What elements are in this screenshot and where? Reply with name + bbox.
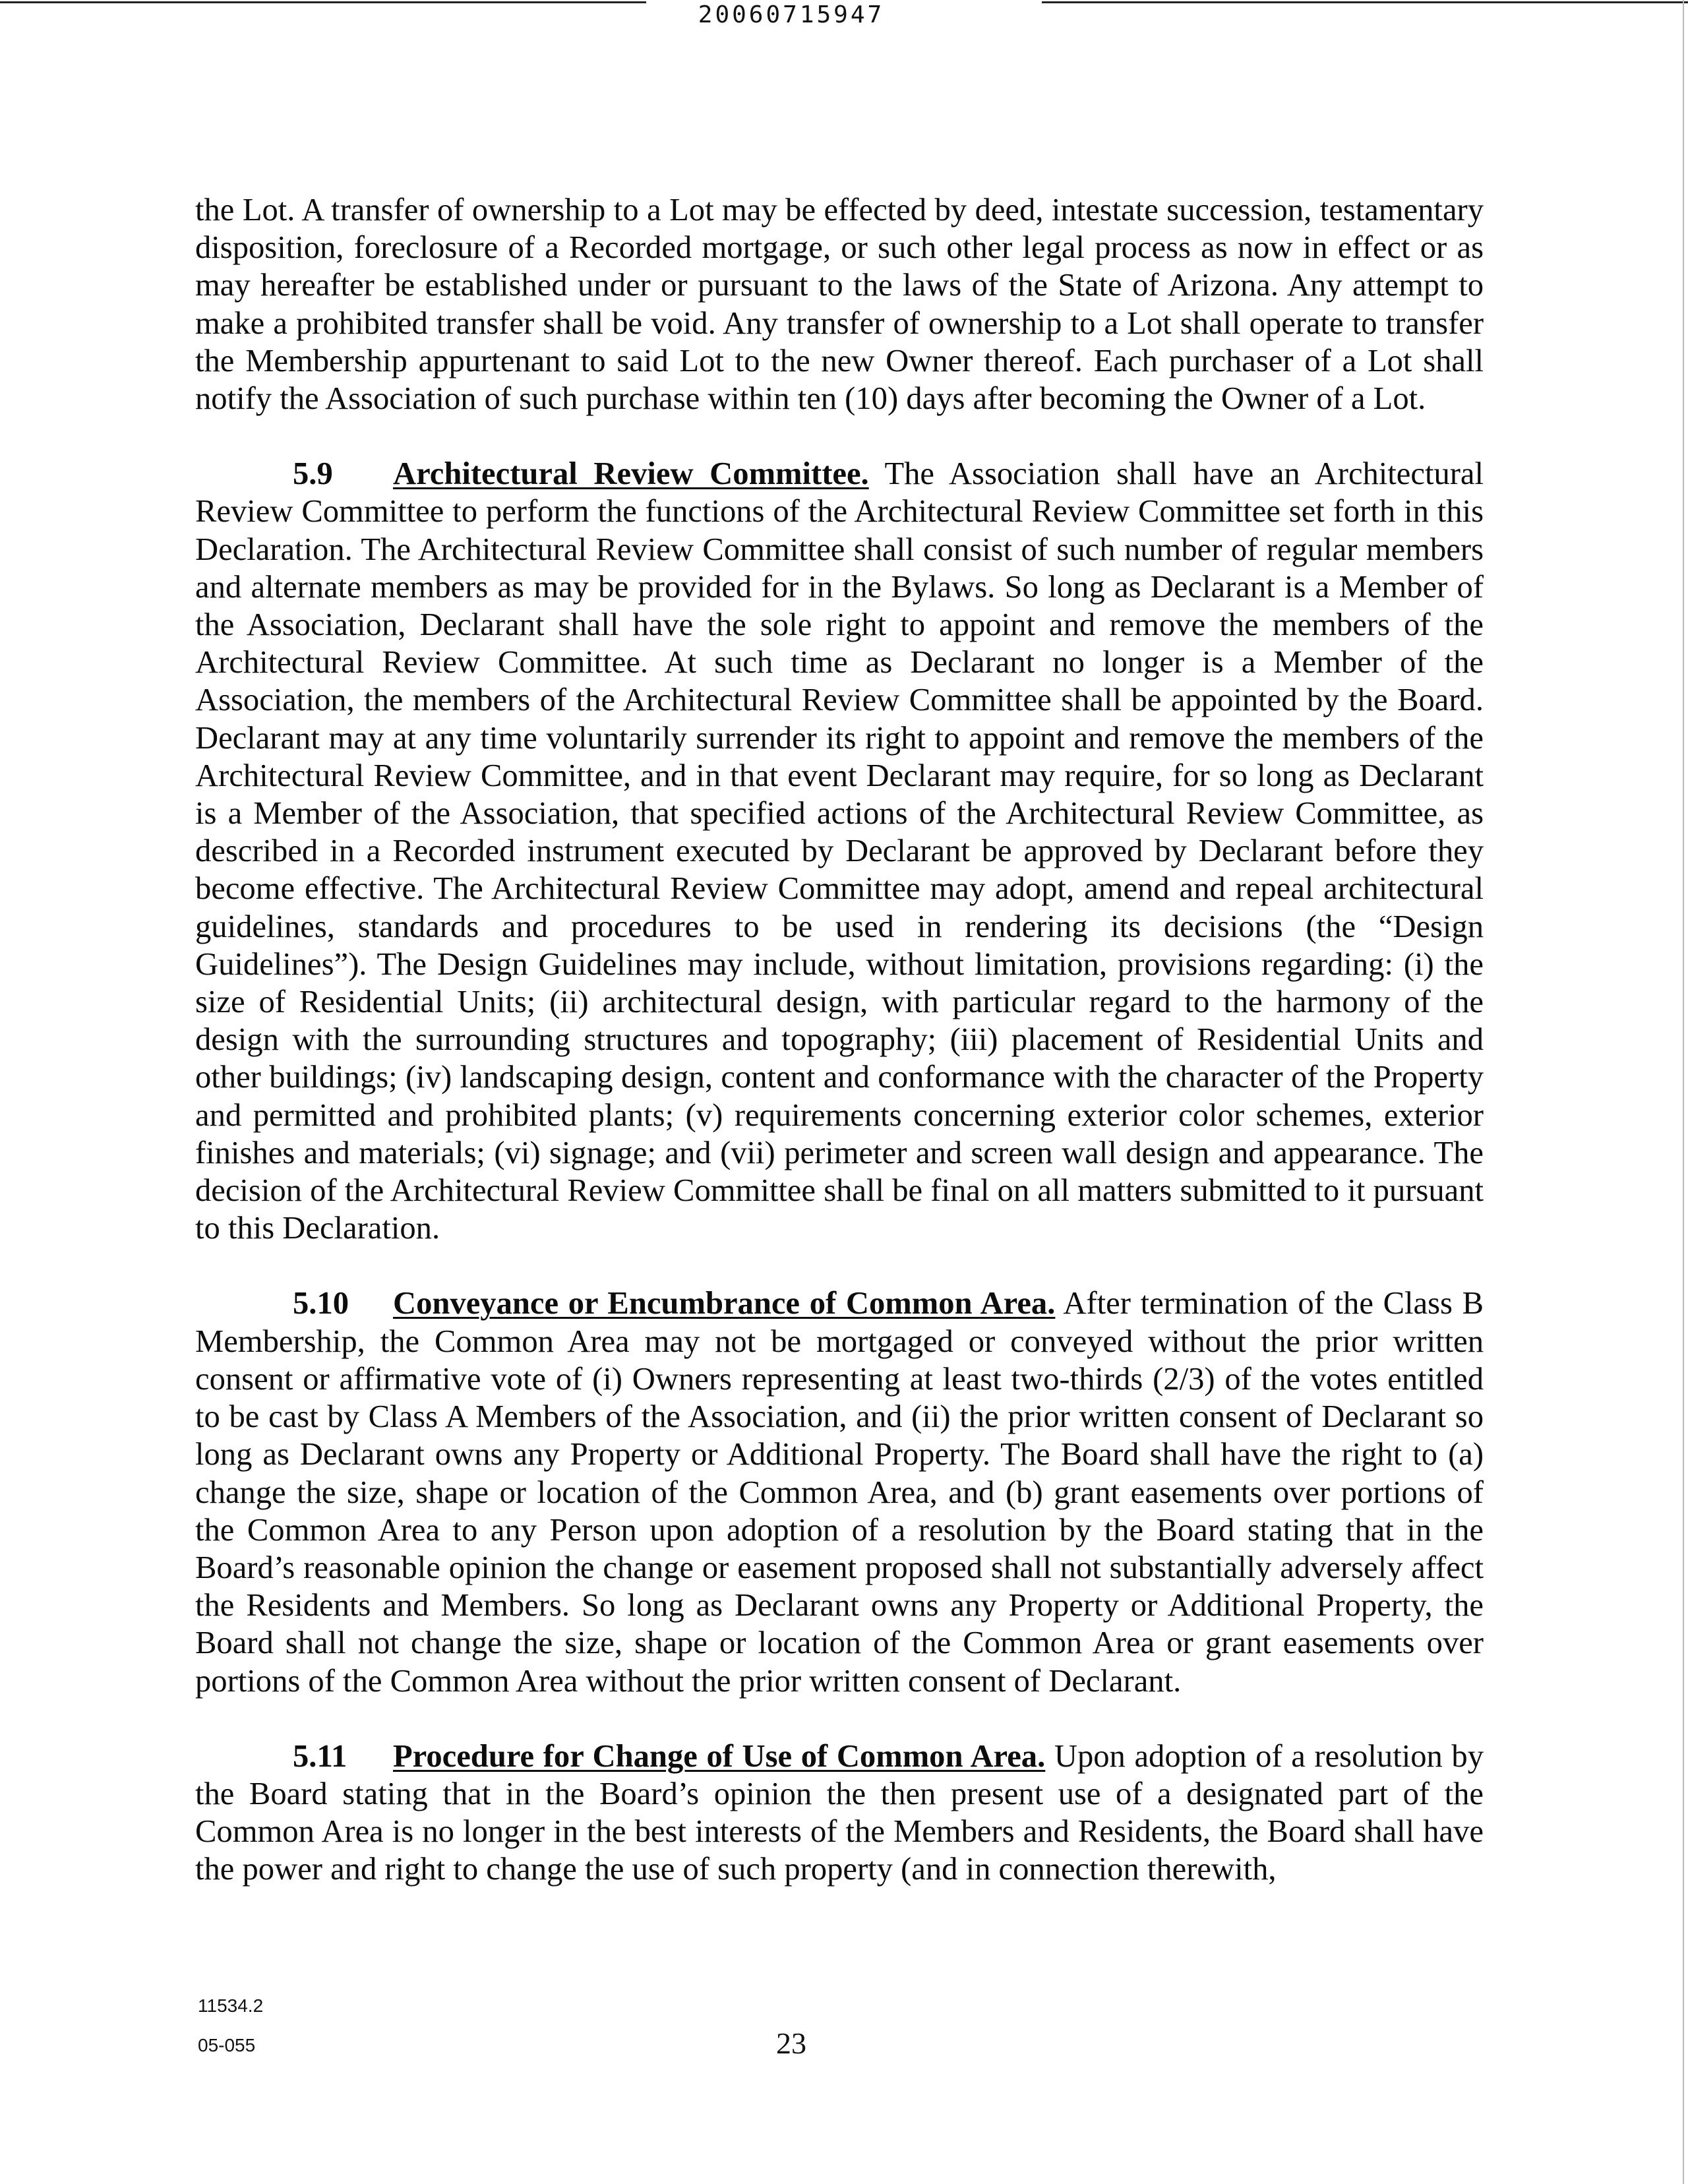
section-5-11 xyxy=(195,1738,1484,1889)
section-text: Upon adoption of a resolution by the Board stating that in the Board’s opinion the then present use of a designated part of the Common Area is no longer in the best interests of the Members and Residents, the Board shall have the power and right to change the use of such property (and in connection therewith, xyxy=(195,1738,1484,1887)
section-number: 5.10 xyxy=(293,1285,349,1321)
section-number: 5.9 xyxy=(293,456,333,492)
continued-paragraph: the Lot. A transfer of ownership to a Lot may be effected by deed, intestate succession, testamentary disposition, foreclosure of a Recorded mortgage, or such other legal process as now in effect or as may hereafter be established under or pursuant to the laws of the State of Arizona. Any attempt to make a prohibited transfer shall be void. Any transfer of ownership to a Lot shall operate to transfer the Membership appurtenant to said Lot to the new Owner thereof. Each purchaser of a Lot shall notify the Association of such purchase within ten (10) days after becoming the Owner of a Lot. xyxy=(195,192,1484,417)
section-text: After termination of the Class B Membership, the Common Area may not be mortgaged or conveyed without the prior written consent or affirmative vote of (i) Owners representing at least two-thirds (2/3) of the votes entitled to be cast by Class A Members of the Association, and (ii) the prior written consent of Declarant so long as Declarant owns any Property or Additional Property. The Board shall have the right to (a) change the size, shape or location of the Common Area, and (b) grant easements over portions of the Common Area to any Person upon adoption of a resolution by the Board stating that in the Board’s reasonable opinion the change or easement proposed shall not substantially adversely affect the Residents and Members. So long as Declarant owns any Property or Additional Property, the Board shall not change the size, shape or location of the Common Area or grant easements over portions of the Common Area without the prior written consent of Declarant. xyxy=(195,1285,1484,1699)
recording-number: 20060715947 xyxy=(698,1,885,28)
section-title: Procedure for Change of Use of Common Area. xyxy=(393,1738,1046,1774)
section-title: Architectural Review Committee. xyxy=(393,456,869,492)
section-title: Conveyance or Encumbrance of Common Area. xyxy=(393,1285,1056,1321)
page-number: 23 xyxy=(776,2026,806,2060)
section-5-9 xyxy=(195,455,1484,1247)
footer-matter-code: 05-055 xyxy=(198,2035,256,2055)
scan-edge-line xyxy=(1683,0,1684,2184)
section-text: The Association shall have an Architectural Review Committee to perform the functions of the Architectural Review Committee set forth in this Declaration. The Architectural Review Committee shall consist of such number of regular members and alternate members as may be provided for in the Bylaws. So long as Declarant is a Member of the Association, Declarant shall have the sole right to appoint and remove the members of the Architectural Review Committee. At such time as Declarant no longer is a Member of the Association, the members of the Architectural Review Committee shall be appointed by the Board. Declarant may at any time voluntarily surrender its right to appoint and remove the members of the Architectural Review Committee, and in that event Declarant may require, for so long as Declarant is a Member of the Association, that specified actions of the Architectural Review Committee, as described in a Recorded instrument executed by Declarant be approved by Declarant before they become effective. The Architectural Review Committee may adopt, amend and repeal architectural guidelines, standards and procedures to be used in rendering its decisions (the “Design Guidelines”). The Design Guidelines may include, without limitation, provisions regarding: (i) the size of Residential Units; (ii) architectural design, with particular regard to the harmony of the design with the surrounding structures and topography; (iii) placement of Residential Units and other buildings; (iv) landscaping design, content and conformance with the character of the Property and permitted and prohibited plants; (v) requirements concerning exterior color schemes, exterior finishes and materials; (vi) signage; and (vii) perimeter and screen wall design and appearance. The decision of the Architectural Review Committee shall be final on all matters submitted to it pursuant to this Declaration. xyxy=(195,456,1484,1246)
section-number: 5.11 xyxy=(293,1738,347,1774)
document-body xyxy=(195,191,1484,1926)
section-5-10 xyxy=(195,1285,1484,1699)
footer-file-code: 11534.2 xyxy=(198,1995,264,2016)
